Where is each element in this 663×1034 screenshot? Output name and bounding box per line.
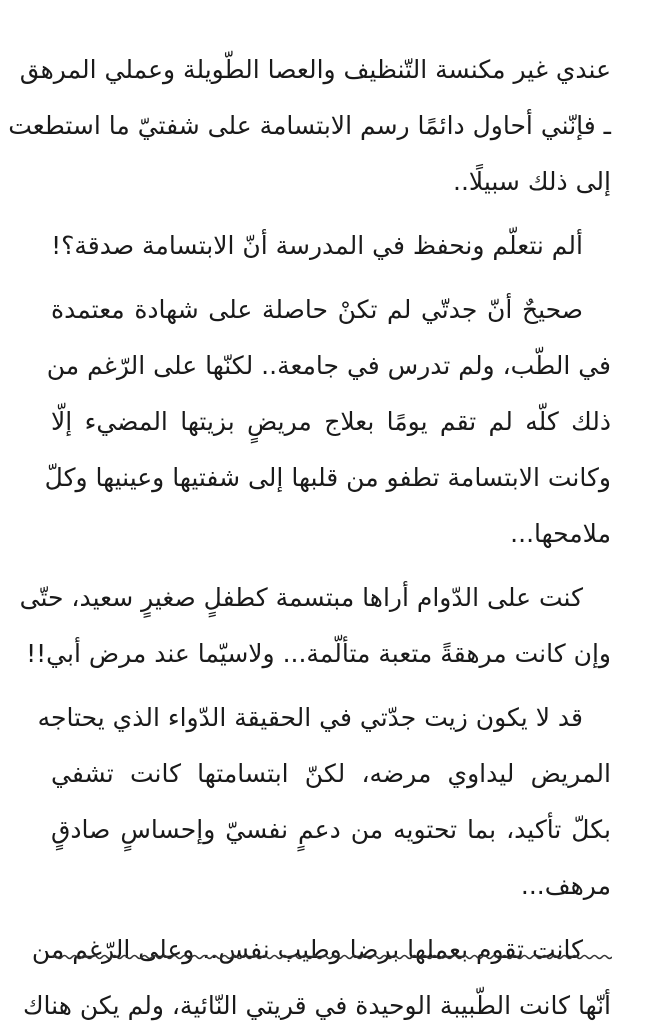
text-line: في الطّب، ولم تدرس في جامعة.. لكنّها على الرّغم من [46,351,611,380]
paragraph-5 [37,690,611,914]
text-line: ـ فإنّني أحاول دائمًا رسم الابتسامة على شفتيّ ما استطعت [8,111,611,140]
wavy-divider [52,950,612,964]
text-line: وإن كانت مرهقةً متعبة متألّمة... ولاسيّما عند مرض أبي!! [26,639,611,668]
text-line: قد لا يكون زيت جدّتي في الحقيقة الدّواء الذي يحتاجه [37,703,583,732]
paragraph-3 [44,282,611,562]
paragraph-2 [51,218,611,274]
text-line: عندي غير مكنسة التّنظيف والعصا الطّويلة وعملي المرهق [19,55,611,84]
page-body [8,42,611,1034]
paragraph-6 [22,922,611,1034]
paragraph-1 [8,42,611,210]
text-line: ملامحها... [510,519,611,548]
text-line: المريض ليداوي مرضه، لكنّ ابتسامتها كانت تشفي [51,759,611,788]
text-line: بكلّ تأكيد، بما تحتويه من دعمٍ نفسيّ وإحساسٍ صادقٍ [51,815,611,844]
text-line: وكانت الابتسامة تطفو من قلبها إلى شفتيها وعينيها وكلّ [44,463,611,492]
text-line: إلى ذلك سبيلًا.. [453,167,611,196]
text-line: مرهف... [520,871,611,900]
paragraph-4 [19,570,611,682]
text-line: كنت على الدّوام أراها مبتسمة كطفلٍ صغيرٍ سعيد، حتّى [19,583,583,612]
text-line: كانت تقوم بعملها برضا وطيب نفس.. وعلى الرّغم من [31,935,583,964]
text-line: أنّها كانت الطّبيبة الوحيدة في قريتي النّائية، ولم يكن هناك [22,991,611,1020]
text-line: صحيحٌ أنّ جدتّي لم تكنْ حاصلة على شهادة معتمدة [51,295,583,324]
text-line: ألم نتعلّم ونحفظ في المدرسة أنّ الابتسامة صدقة؟! [51,231,583,260]
text-line: ذلك كلّه لم تقم يومًا بعلاج مريضٍ بزيتها المضيء إلّا [51,407,611,436]
